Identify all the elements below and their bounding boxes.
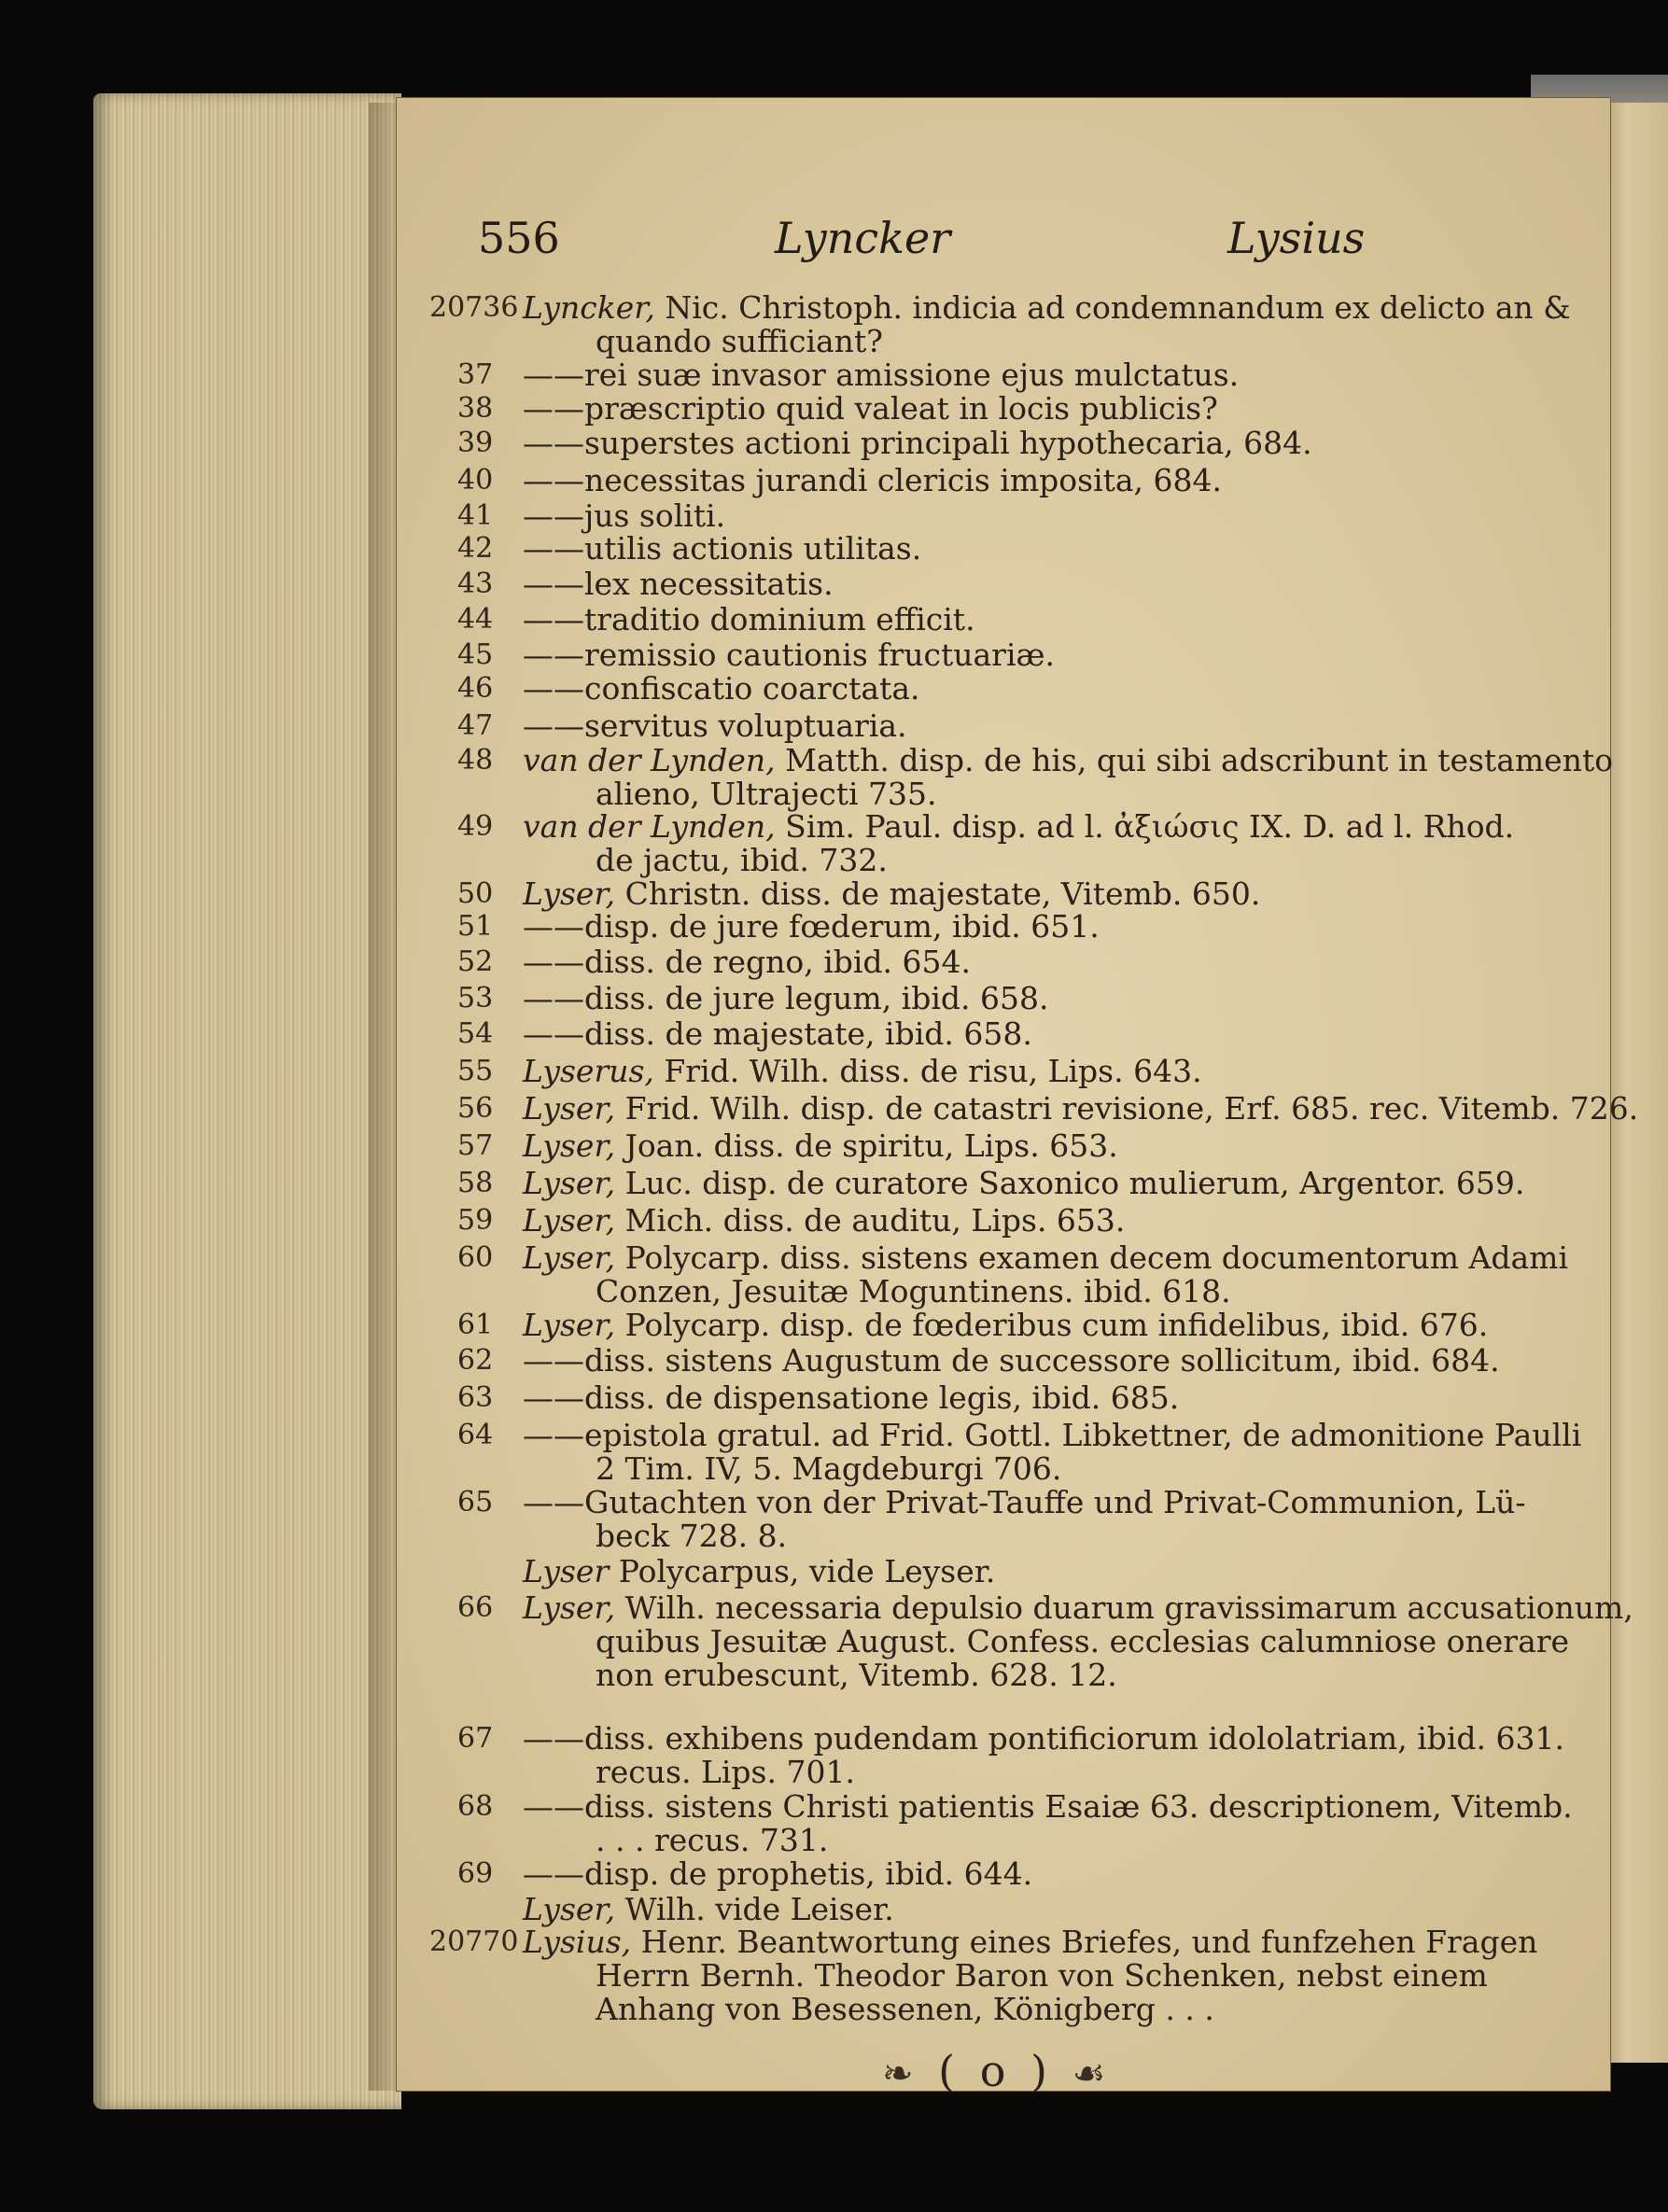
entry-continuation: . . . recus. 731. — [596, 1822, 829, 1858]
entry-text: Polycarp. disp. de fœderibus cum infidelibus, ibid. 676. — [615, 1307, 1489, 1343]
entry-text: Wilh. vide Leiser. — [615, 1891, 894, 1927]
entry-number: 55 — [457, 1055, 494, 1087]
entry-number: 69 — [457, 1857, 494, 1890]
entry-number: 58 — [457, 1167, 494, 1199]
entry-number: 64 — [457, 1419, 494, 1451]
entry-continuation: quibus Jesuitæ August. Confess. ecclesias calumniose onerare — [596, 1623, 1570, 1659]
entry-author: Lyser, — [523, 1090, 616, 1127]
entry-text: ——lex necessitatis. — [523, 566, 834, 602]
entry-number: 37 — [457, 358, 494, 391]
entry-number: 44 — [457, 603, 494, 636]
entry-continuation: Anhang von Besessenen, Königberg . . . — [596, 1991, 1214, 2027]
entry-item — [457, 1090, 1639, 1127]
entry-text: Sim. Paul. disp. ad l. ἀξιώσις IX. D. ad l. Rhod. — [775, 808, 1515, 845]
entry-author: Lyserus, — [523, 1053, 654, 1089]
entry-item — [457, 875, 1568, 912]
entry-item — [457, 1307, 1568, 1343]
entry-number: 60 — [457, 1241, 494, 1274]
entry-item — [457, 1417, 1582, 1487]
entry-author: Lyncker, — [523, 289, 655, 326]
entry-text: ——diss. de dispensatione legis, ibid. 685. — [523, 1379, 1180, 1416]
entry-number: 48 — [457, 744, 494, 777]
entry-text: ——diss. exhibens pudendam pontificiorum idololatriam, ibid. 631. — [523, 1720, 1565, 1757]
entry-number: 67 — [457, 1722, 494, 1755]
entry-item — [429, 1924, 1568, 2027]
entry-item — [457, 808, 1568, 878]
entry-text: ——confiscatio coarctata. — [523, 670, 920, 707]
entry-text: ——utilis actionis utilitas. — [523, 530, 922, 567]
entry-item — [457, 670, 1568, 707]
entry-item — [523, 1555, 1568, 1589]
entry-author: Lyser, — [523, 875, 616, 912]
entry-continuation: alieno, Ultrajecti 735. — [596, 776, 937, 812]
entry-continuation: beck 728. 8. — [596, 1518, 788, 1554]
entry-text: ——præscriptio quid valeat in locis publicis? — [523, 390, 1218, 427]
entry-text: ——necessitas jurandi clericis imposita, 684. — [523, 462, 1223, 498]
entry-item — [457, 1855, 1568, 1892]
entry-item — [457, 980, 1568, 1016]
entry-item — [457, 566, 1568, 602]
entry-text: ——Gutachten von der Privat-Tauffe und Privat-Communion, Lü- — [523, 1484, 1526, 1520]
entry-author: Lysius, — [523, 1924, 632, 1960]
entry-number: 63 — [457, 1381, 494, 1414]
entry-item — [457, 944, 1568, 980]
entry-continuation: recus. Lips. 701. — [596, 1754, 855, 1790]
entry-number: 50 — [457, 877, 494, 910]
entry-author: Lyser, — [523, 1165, 616, 1201]
entry-number: 40 — [457, 464, 494, 497]
entry-item — [457, 637, 1568, 673]
entry-text: ——disp. de prophetis, ibid. 644. — [523, 1855, 1033, 1892]
entry-number: 47 — [457, 709, 494, 742]
entry-text: Frid. Wilh. diss. de risu, Lips. 643. — [653, 1053, 1202, 1089]
entry-item — [457, 742, 1614, 812]
entry-author: Lyser, — [523, 1202, 616, 1239]
entry-text: ——disp. de jure fœderum, ibid. 651. — [523, 908, 1100, 945]
entry-number: 59 — [457, 1204, 494, 1237]
entry-item — [457, 1720, 1568, 1790]
entry-text: Matth. disp. de his, qui sibi adscribunt in testamento — [775, 742, 1614, 778]
entry-continuation: non erubescunt, Vitemb. 628. 12. — [596, 1657, 1117, 1693]
entry-item — [457, 1484, 1568, 1554]
entry-number: 39 — [457, 427, 494, 459]
entry-number: 51 — [457, 910, 494, 943]
entry-text: ——diss. de majestate, ibid. 658. — [523, 1015, 1032, 1052]
entry-author: Lyser, — [523, 1891, 616, 1927]
entry-text: ——rei suæ invasor amissione ejus mulctatus. — [523, 357, 1240, 393]
entry-item — [457, 357, 1568, 393]
entry-text: Polycarp. diss. sistens examen decem documentorum Adami — [615, 1239, 1569, 1276]
entry-text: ——superstes actioni principali hypothecaria, 684. — [523, 425, 1312, 461]
entry-number: 57 — [457, 1129, 494, 1162]
entry-number: 52 — [457, 945, 494, 978]
entry-text: ——traditio dominium efficit. — [523, 601, 975, 637]
entry-author: Lyser, — [523, 1307, 616, 1343]
entry-text: Henr. Beantwortung eines Briefes, und funfzehen Fragen — [631, 1924, 1538, 1960]
entry-item — [457, 1788, 1573, 1858]
entry-item — [457, 1053, 1568, 1089]
entry-text: Joan. diss. de spiritu, Lips. 653. — [615, 1127, 1118, 1164]
entry-text: ——diss. sistens Augustum de successore sollicitum, ibid. 684. — [523, 1342, 1500, 1379]
entry-item — [457, 601, 1568, 637]
entry-number: 43 — [457, 567, 494, 600]
entry-item — [457, 1015, 1568, 1052]
entry-number: 65 — [457, 1486, 494, 1519]
entry-continuation: de jactu, ibid. 732. — [596, 842, 888, 878]
entry-item — [457, 1342, 1568, 1379]
entry-item — [457, 497, 1568, 534]
entry-number: 62 — [457, 1344, 494, 1377]
entry-author: Lyser, — [523, 1589, 616, 1626]
entry-number: 66 — [457, 1591, 494, 1624]
left-running-head: Lyncker — [775, 213, 951, 263]
entry-number: 56 — [457, 1092, 494, 1125]
entry-continuation: Conzen, Jesuitæ Moguntinens. ibid. 618. — [596, 1273, 1231, 1309]
entry-text: ——diss. sistens Christi patientis Esaiæ 63. descriptionem, Vitemb. — [523, 1788, 1573, 1825]
entry-number: 61 — [457, 1309, 494, 1341]
entry-text: Mich. diss. de auditu, Lips. 653. — [615, 1202, 1126, 1239]
entry-text: Frid. Wilh. disp. de catastri revisione, Erf. 685. rec. Vitemb. 726. — [615, 1090, 1639, 1127]
entry-item — [457, 908, 1568, 945]
entry-item — [429, 289, 1571, 359]
signature-text: ( o ) — [938, 2046, 1053, 2096]
entry-number: 41 — [457, 499, 494, 532]
entry-author: van der Lynden, — [523, 808, 776, 845]
entry-item — [457, 462, 1568, 498]
entry-text: ——diss. de regno, ibid. 654. — [523, 944, 972, 980]
right-running-head: Lysius — [1227, 213, 1366, 263]
left-ornament-icon: ❧ — [882, 2052, 919, 2095]
entry-number: 53 — [457, 982, 494, 1015]
entry-text: ——diss. de jure legum, ibid. 658. — [523, 980, 1049, 1016]
entry-item — [457, 390, 1568, 427]
entry-number: 68 — [457, 1790, 494, 1823]
entry-number: 20736 — [429, 291, 519, 324]
entry-item — [457, 1202, 1568, 1239]
entry-author: Lyser, — [523, 1127, 616, 1164]
entry-number: 42 — [457, 532, 494, 565]
entry-item — [457, 707, 1568, 744]
right-ornament-icon: ☙ — [1072, 2052, 1112, 2095]
entry-item — [457, 1127, 1568, 1164]
entry-text: ——remissio cautionis fructuariæ. — [523, 637, 1056, 673]
page-number: 556 — [478, 213, 560, 263]
entry-text: ——servitus voluptuaria. — [523, 707, 907, 744]
entry-item — [457, 1589, 1633, 1693]
entry-text: Nic. Christoph. indicia ad condemnandum ex delicto an & — [654, 289, 1571, 326]
entry-item — [457, 530, 1568, 567]
entry-item — [523, 1893, 1568, 1926]
entry-number: 20770 — [429, 1925, 519, 1958]
entry-continuation: quando sufficiant? — [596, 323, 883, 359]
entry-text: Luc. disp. de curatore Saxonico mulierum, Argentor. 659. — [615, 1165, 1525, 1201]
entry-number: 45 — [457, 638, 494, 671]
entry-text: ——epistola gratul. ad Frid. Gottl. Libkettner, de admonitione Paulli — [523, 1417, 1582, 1453]
entry-number: 38 — [457, 392, 494, 425]
entry-item — [457, 1165, 1568, 1201]
entry-author: van der Lynden, — [523, 742, 776, 778]
entry-item — [457, 1239, 1569, 1309]
entry-item — [457, 1379, 1568, 1416]
entry-text: ——jus soliti. — [523, 497, 726, 534]
entry-continuation: 2 Tim. IV, 5. Magdeburgi 706. — [596, 1450, 1062, 1487]
entry-item — [457, 425, 1568, 461]
entry-text: Wilh. necessaria depulsio duarum gravissimarum accusationum, — [615, 1589, 1633, 1626]
signature-mark — [882, 2046, 1111, 2096]
entry-number: 49 — [457, 810, 494, 843]
entry-continuation: Herrn Bernh. Theodor Baron von Schenken, nebst einem — [596, 1957, 1488, 1994]
entry-text: Polycarpus, vide Leyser. — [609, 1553, 996, 1589]
entry-number: 54 — [457, 1017, 494, 1050]
entry-author: Lyser — [523, 1553, 610, 1589]
entry-text: Christn. diss. de majestate, Vitemb. 650. — [615, 875, 1261, 912]
entry-number: 46 — [457, 672, 494, 705]
entry-author: Lyser, — [523, 1239, 616, 1276]
